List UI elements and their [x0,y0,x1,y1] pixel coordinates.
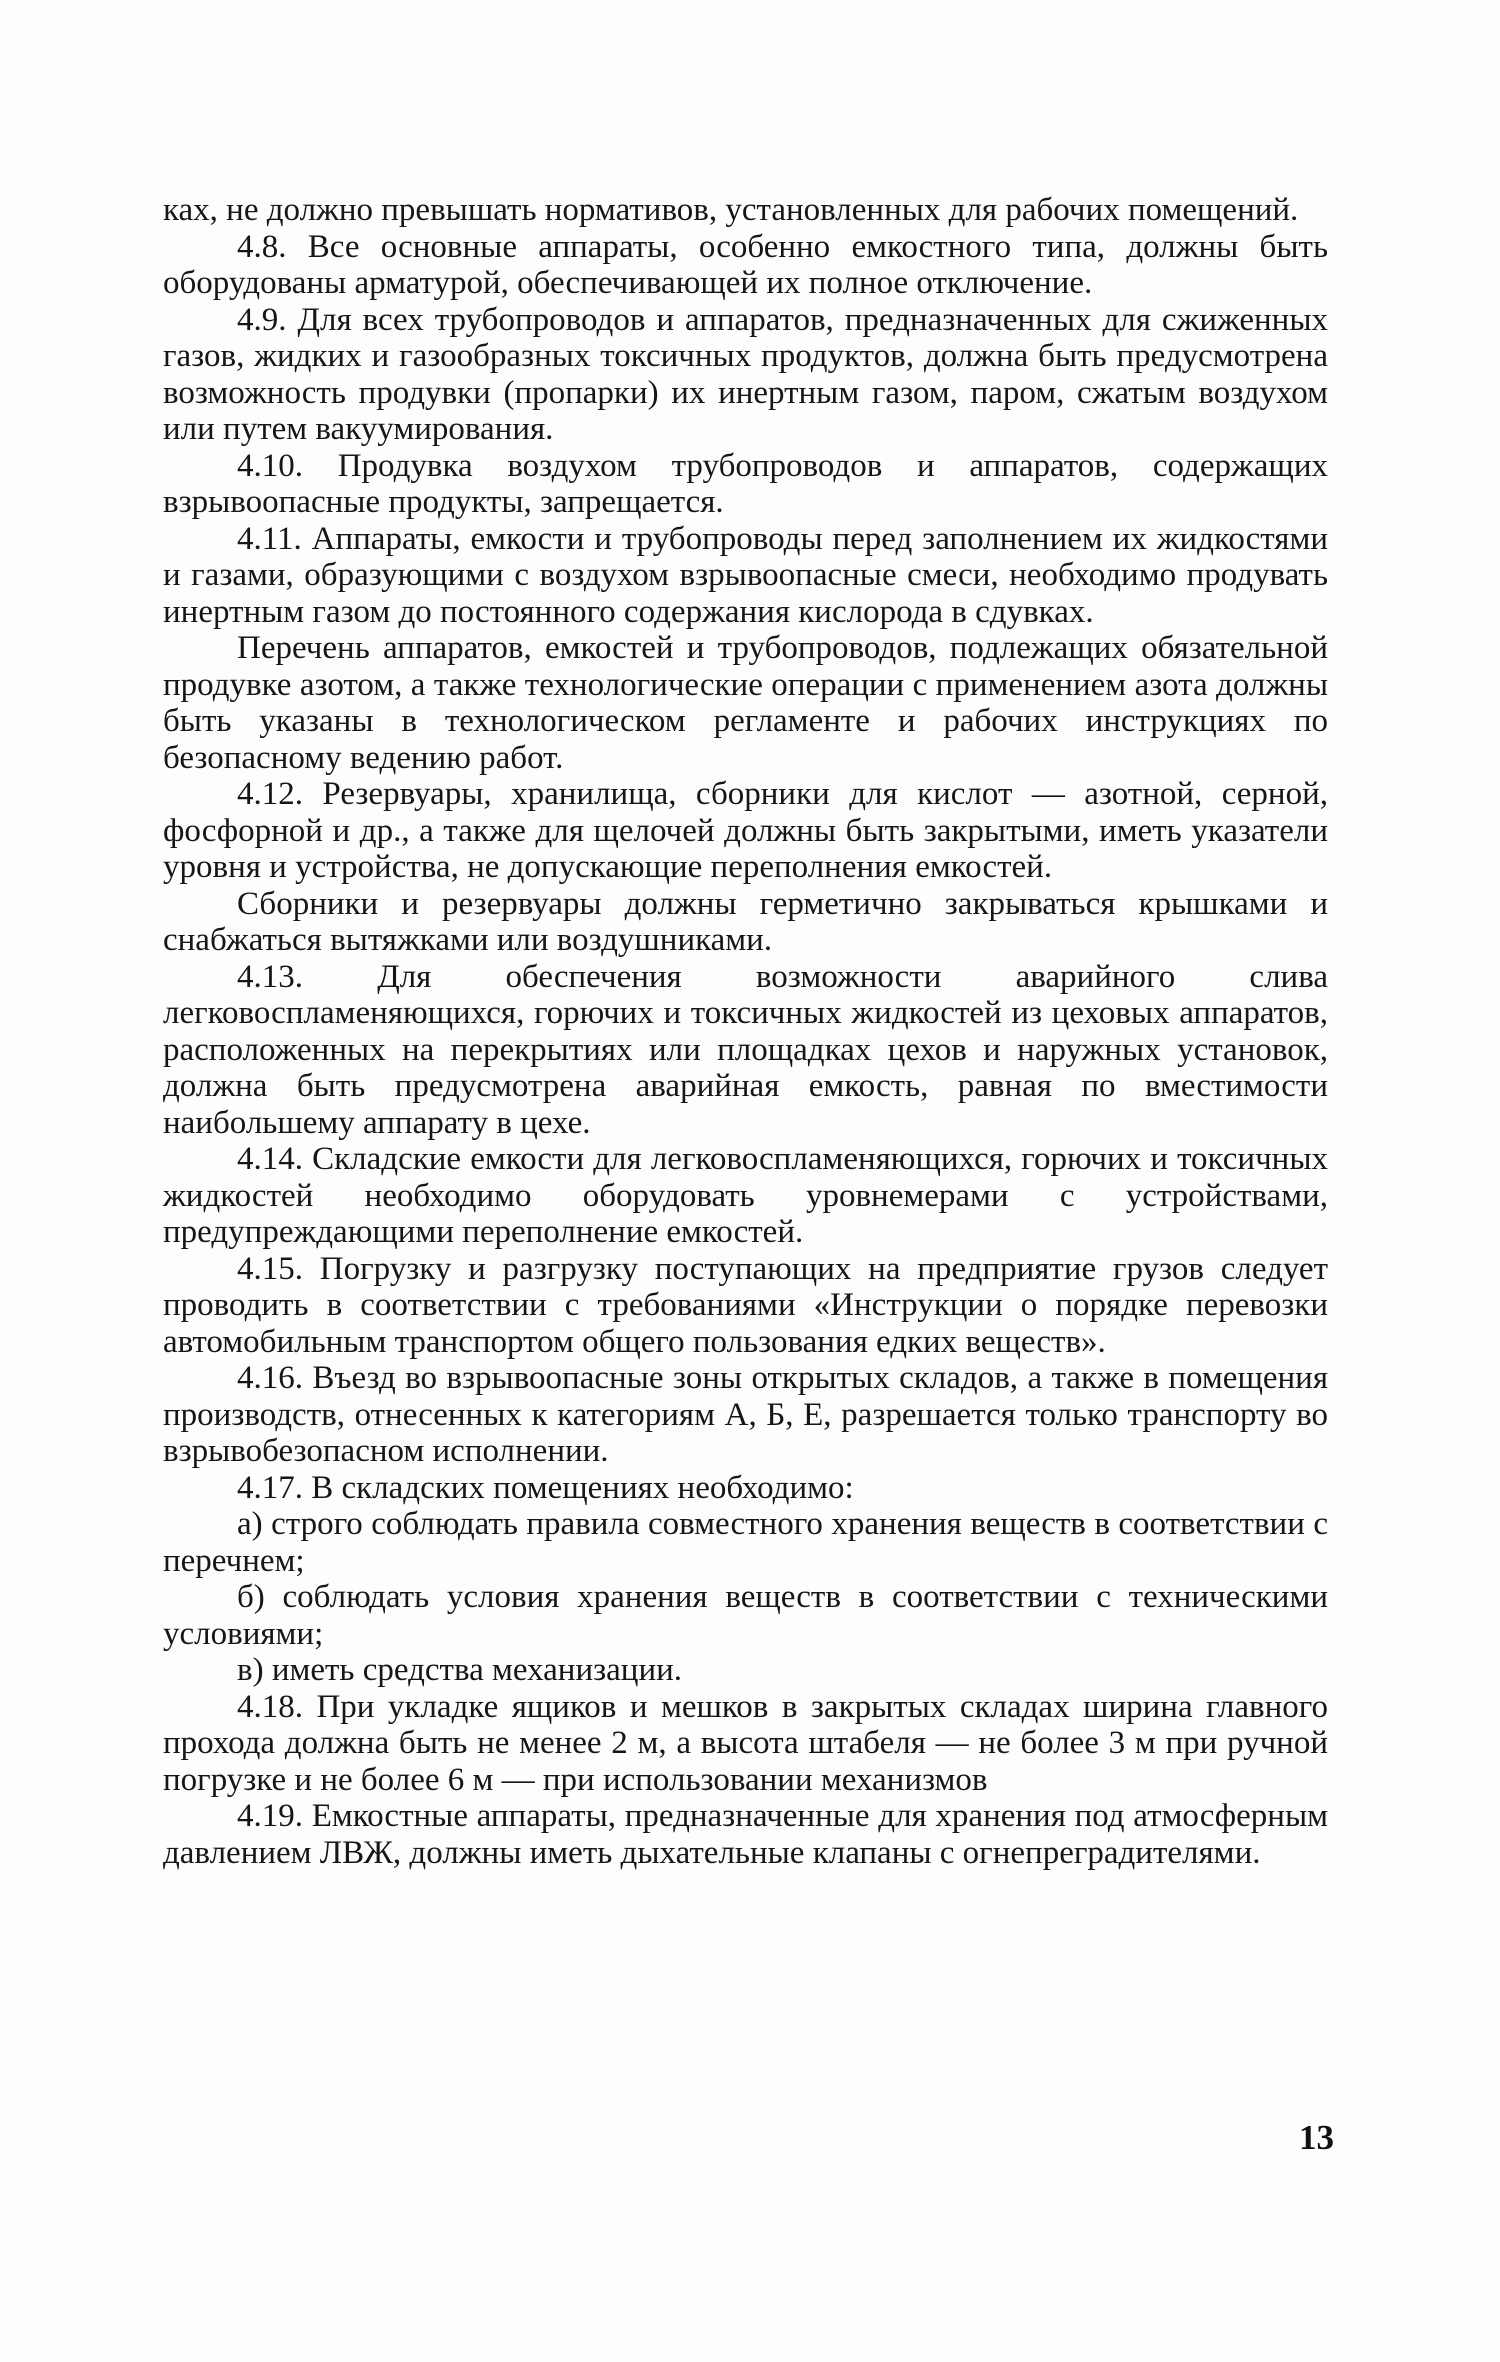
paragraph-4-8: 4.8. Все основные аппараты, особенно емкостного типа, должны быть оборудованы арматурой, обеспечивающей их полное отключение. [163,228,1328,301]
paragraph-4-17: 4.17. В складских помещениях необходимо: [237,1469,854,1506]
paragraph-4-11-list: Перечень аппаратов, емкостей и трубопроводов, подлежащих обязательной продувке азотом, а также технологические операции с применением азота должны быть указаны в технологическом регламенте и рабочих инструкциях по безопасному ведению работ. [163,630,1328,776]
page-number: 13 [1299,2118,1334,2157]
list-item-a: а) строго соблюдать правила совместного хранения веществ в соответствии с перечнем; [163,1506,1328,1579]
paragraph-4-10: 4.10. Продувка воздухом трубопроводов и аппаратов, содержащих взрывоопасные продукты, запрещается. [163,447,1328,520]
paragraph-4-15: 4.15. Погрузку и разгрузку поступающих на предприятие грузов следует проводить в соответствии с требованиями «Инструкции о порядке перевозки автомобильным транспортом общего пользования едких веществ». [163,1250,1328,1360]
paragraph-4-13: 4.13. Для обеспечения возможности аварийного слива легковоспламеняющихся, горючих и токсичных жидкостей из цеховых аппаратов, расположенных на перекрытиях или площадках цехов и наружных установок, должна быть предусмотрена аварийная емкость, равная по вместимости наибольшему аппарату в цехе. [163,958,1328,1141]
list-item-v: в) иметь средства механизации. [237,1652,683,1688]
paragraph-4-18: 4.18. При укладке ящиков и мешков в закрытых складах ширина главного прохода должна быть не менее 2 м, а высота штабеля — не более 3 м при ручной погрузке и не более 6 м — при использовании механизмов [163,1688,1328,1798]
paragraph-4-12-collectors: Сборники и резервуары должны герметично закрываться крышками и снабжаться вытяжками или воздушниками. [163,885,1328,958]
paragraph-4-9: 4.9. Для всех трубопроводов и аппаратов, предназначенных для сжиженных газов, жидких и газообразных токсичных продуктов, должна быть предусмотрена возможность продувки (пропарки) их инертным газом, паром, сжатым воздухом или путем вакуумирования. [163,301,1328,447]
paragraph-4-19: 4.19. Емкостные аппараты, предназначенные для хранения под атмосферным давлением ЛВЖ, должны иметь дыхательные клапаны с огнепреградителями. [163,1798,1328,1871]
paragraph-4-12: 4.12. Резервуары, хранилища, сборники для кислот — азотной, серной, фосфорной и др., а также для щелочей должны быть закрытыми, иметь указатели уровня и устройства, не допускающие переполнения емкостей. [163,776,1328,885]
paragraph-continuation: ках, не должно превышать нормативов, установленных для рабочих помещений. [163,192,1299,228]
list-item-b: б) соблюдать условия хранения веществ в соответствии с техническими условиями; [163,1579,1328,1652]
paragraph-4-16: 4.16. Въезд во взрывоопасные зоны открытых складов, а также в помещения производств, отнесенных к категориям А, Б, Е, разрешается только транспорту во взрывобезопасном исполнении. [163,1360,1328,1469]
body-text [163,192,1328,1871]
paragraph-4-11: 4.11. Аппараты, емкости и трубопроводы перед заполнением их жидкостями и газами, образующими с воздухом взрывоопасные смеси, необходимо продувать инертным газом до постоянного содержания кислорода в сдувках. [163,520,1328,630]
paragraph-4-14: 4.14. Складские емкости для легковоспламеняющихся, горючих и токсичных жидкостей необходимо оборудовать уровнемерами с устройствами, предупреждающими переполнение емкостей. [163,1141,1328,1250]
